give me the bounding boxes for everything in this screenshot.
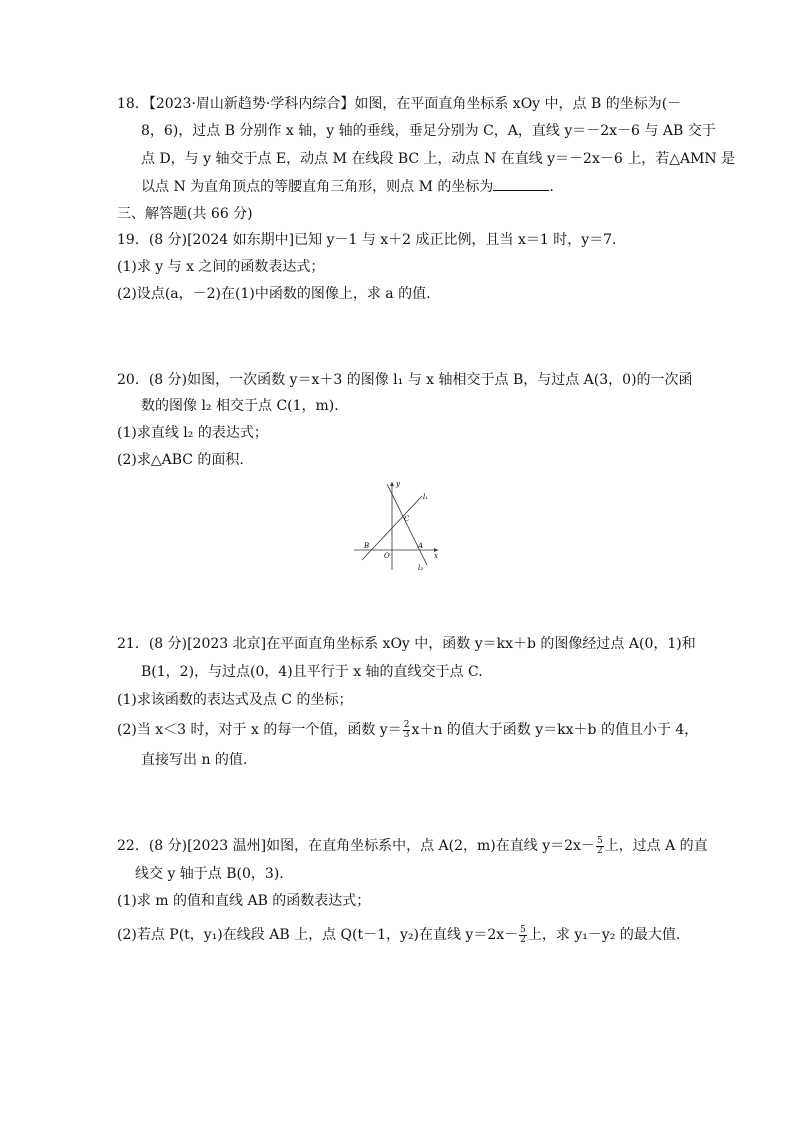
q18-line2: 8，6)，过点 B 分别作 x 轴，y 轴的垂线，垂足分别为 C，A，直线 y＝－2x－6 与 AB 交于	[141, 123, 716, 139]
q20-part1: (1)求直线 l₂ 的表达式；	[117, 425, 268, 441]
q22-line1	[117, 836, 708, 856]
q18-line1: 18．【2023·眉山新趋势·学科内综合】如图，在平面直角坐标系 xOy 中，点 B 的坐标为(－	[117, 96, 682, 112]
q19-part2: (2)设点(a，－2)在(1)中函数的图像上，求 a 的值.	[117, 286, 431, 302]
line-l2	[387, 484, 427, 565]
fraction-denominator: 2	[596, 845, 603, 856]
q22-line1-text-a: 22．(8 分)[2023 温州]如图，在直角坐标系中，点 A(2，m)在直线 y＝2x－	[117, 838, 595, 854]
label-l2: l₂	[418, 564, 424, 572]
q21-part2-text-a: (2)当 x＜3 时，对于 x 的每一个值，函数 y＝	[117, 722, 402, 738]
fraction-numerator: 5	[520, 924, 526, 935]
q18-line4	[141, 176, 554, 197]
fraction-denominator: 3	[403, 729, 410, 740]
answer-blank	[493, 176, 549, 191]
fraction-numerator: 5	[596, 835, 603, 846]
q21-line2: B(1，2)，与过点(0，4)且平行于 x 轴的直线交于点 C.	[141, 664, 483, 680]
q22-part2	[117, 925, 680, 945]
q21-part2-text-b: x＋n 的值大于函数 y＝kx＋b 的值且小于 4，	[411, 722, 699, 738]
q20-part2: (2)求△ABC 的面积.	[117, 452, 244, 468]
label-point-B: B	[364, 542, 370, 550]
q21-part1: (1)求该函数的表达式及点 C 的坐标；	[117, 692, 353, 708]
label-point-A: A	[418, 542, 424, 550]
q20-line1: 20．(8 分)如图，一次函数 y＝x＋3 的图像 l₁ 与 x 轴相交于点 B，与过点 A(3，0)的一次函	[117, 372, 693, 388]
q21-part2-line2: 直接写出 n 的值.	[141, 752, 248, 768]
q21-part2	[117, 720, 698, 740]
fraction-five-halves	[596, 837, 604, 856]
q22-part2-text-b: 上，求 y₁－y₂ 的最大值.	[527, 927, 681, 943]
q22-part2-text-a: (2)若点 P(t，y₁)在线段 AB 上，点 Q(t－1，y₂)在直线 y＝2x－	[117, 927, 519, 943]
label-y: y	[396, 480, 400, 488]
fraction-five-halves	[519, 926, 527, 945]
q18-line3: 点 D，与 y 轴交于点 E，动点 M 在线段 BC 上，动点 N 在直线 y＝－2x－6 上，若△AMN 是	[141, 151, 736, 167]
q18-line4-text: 以点 N 为直角顶点的等腰直角三角形，则点 M 的坐标为	[141, 179, 494, 195]
label-origin-O: O	[384, 552, 390, 560]
q19-line1: 19．(8 分)[2024 如东期中]已知 y－1 与 x＋2 成正比例，且当 x＝1 时，y＝7.	[117, 232, 617, 248]
q20-line2: 数的图像 l₂ 相交于点 C(1，m).	[141, 398, 339, 414]
fraction-denominator: 2	[520, 934, 526, 945]
fraction-numerator: 2	[403, 719, 410, 730]
label-x: x	[434, 552, 438, 560]
q22-line1-text-b: 上，过点 A 的直	[604, 838, 708, 854]
q22-part1: (1)求 m 的值和直线 AB 的函数表达式；	[117, 893, 371, 909]
label-point-C: C	[404, 515, 410, 523]
q21-line1: 21．(8 分)[2023 北京]在平面直角坐标系 xOy 中，函数 y＝kx＋b 的图像经过点 A(0，1)和	[117, 636, 696, 652]
q20-graph-figure	[352, 478, 444, 572]
fraction-two-thirds	[403, 721, 411, 740]
y-axis-arrow-icon	[390, 482, 394, 486]
q18-line4-end: .	[549, 179, 554, 195]
label-l1: l₁	[423, 493, 429, 501]
q19-part1: (1)求 y 与 x 之间的函数表达式；	[117, 259, 325, 275]
section-3-heading: 三、解答题(共 66 分)	[117, 206, 253, 222]
q22-line2: 线交 y 轴于点 B(0，3).	[135, 866, 284, 882]
